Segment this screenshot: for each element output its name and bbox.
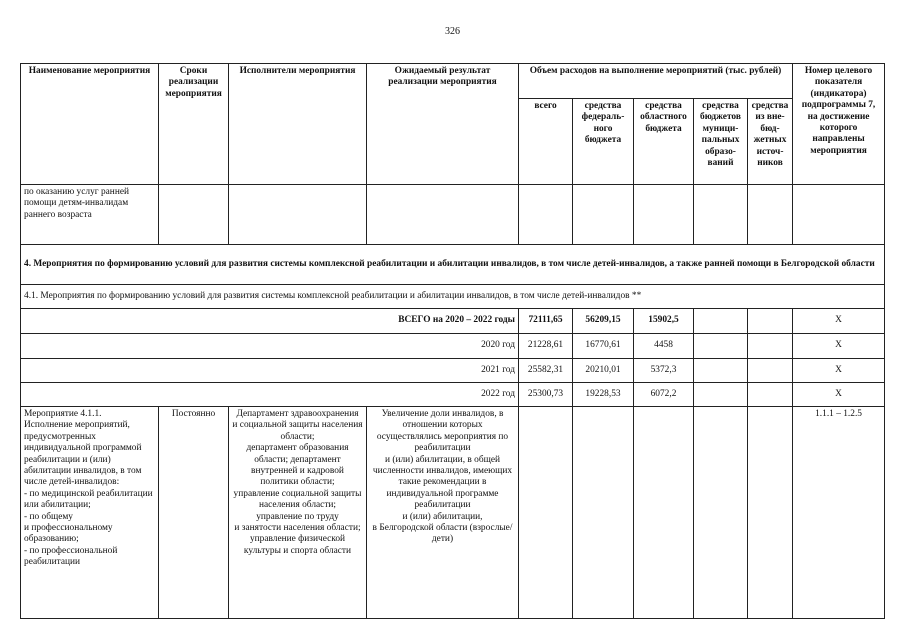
totals-label: ВСЕГО на 2020 – 2022 годы	[21, 309, 519, 334]
subheader-total: всего	[519, 99, 573, 185]
executor-line: Департамент здравоохранения	[236, 409, 359, 419]
measure-term: Постоянно	[159, 407, 229, 619]
header-expense-volume: Объем расходов на выполнение мероприятий (тыс. рублей)	[519, 64, 793, 99]
section-4-heading: 4. Мероприятия по формированию условий для развития системы комплексной реабилитации и абилитации инвалидов, в том числе детей-инвалидов, а также ранней помощи в Белгородской области	[21, 245, 885, 285]
measure-result	[367, 407, 519, 619]
totals-row	[21, 309, 885, 334]
subheader-federal: средства федерального бюджета	[573, 99, 634, 185]
totals-regional: 15902,5	[634, 309, 694, 334]
year-total: 21228,61	[519, 334, 573, 359]
measure-name-line: Исполнение мероприятий, предусмотренных индивидуальной программой реабилитации и (или) абилитации инвалидов, в том числе детей-инвалидов:	[24, 420, 142, 488]
section-4-1-heading: 4.1. Мероприятия по формированию условий для развития системы комплексной реабилитации и абилитации инвалидов, в том числе детей-инвалидов **	[21, 285, 885, 309]
page-number: 326	[445, 26, 460, 37]
header-name: Наименование мероприятия	[21, 64, 159, 185]
year-target: Х	[793, 334, 885, 359]
measure-name	[21, 407, 159, 619]
year-row	[21, 359, 885, 383]
totals-federal: 56209,15	[573, 309, 634, 334]
subheader-municipal: средства бюджетов муниципальных образований	[694, 99, 748, 185]
measure-row	[21, 407, 885, 619]
year-federal: 20210,01	[573, 359, 634, 383]
continued-text: по оказанию услуг ранней помощи детям-инвалидам раннего возраста	[21, 185, 159, 245]
year-row	[21, 383, 885, 407]
executor-line: управление физической культуры и спорта области	[243, 534, 352, 556]
subheader-extrabudget: средства из внебюджетных источников	[748, 99, 793, 185]
totals-total: 72111,65	[519, 309, 573, 334]
measure-name-line: - по общему	[24, 511, 73, 522]
result-line: в Белгородской области (взрослые/дети)	[372, 523, 513, 545]
measure-target: 1.1.1 – 1.2.5	[793, 407, 885, 619]
year-federal: 16770,61	[573, 334, 634, 359]
executor-line: департамент образования области; департамент внутренней и кадровой политики области;	[246, 443, 349, 488]
continued-row	[21, 185, 885, 245]
year-regional: 5372,3	[634, 359, 694, 383]
executor-line: и социальной защиты населения области;	[232, 420, 363, 442]
measure-executors	[229, 407, 367, 619]
executor-line: управление социальной защиты населения области;	[233, 488, 362, 511]
year-total: 25300,73	[519, 383, 573, 407]
budget-table	[20, 63, 885, 619]
year-label: 2021 год	[21, 359, 519, 383]
header-executors: Исполнители мероприятия	[229, 64, 367, 185]
year-label: 2020 год	[21, 334, 519, 359]
result-line: Увеличение доли инвалидов, в отношении которых осуществлялись мероприятия по реабилитации	[376, 409, 509, 454]
measure-name-line: - по медицинской реабилитации	[24, 488, 153, 499]
totals-target: Х	[793, 309, 885, 334]
measure-name-line: и профессиональному образованию;	[24, 523, 113, 545]
year-federal: 19228,53	[573, 383, 634, 407]
year-row	[21, 334, 885, 359]
year-regional: 6072,2	[634, 383, 694, 407]
year-label: 2022 год	[21, 383, 519, 407]
year-target: Х	[793, 359, 885, 383]
year-regional: 4458	[634, 334, 694, 359]
year-target: Х	[793, 383, 885, 407]
result-line: и (или) абилитации,	[402, 511, 483, 522]
header-terms: Сроки реализации мероприятия	[159, 64, 229, 185]
year-total: 25582,31	[519, 359, 573, 383]
header-expected-result: Ожидаемый результат реализации мероприятия	[367, 64, 519, 185]
measure-name-line: - по профессиональной реабилитации	[24, 545, 118, 568]
subheader-regional: средства областного бюджета	[634, 99, 694, 185]
executor-line: управление по труду	[256, 511, 339, 522]
executor-line: и занятости населения области;	[234, 523, 361, 534]
measure-name-line: Мероприятие 4.1.1.	[24, 409, 102, 419]
header-target-indicator: Номер целевого показателя (индикатора) подпрограммы 7, на достижение которого направлены мероприятия	[793, 64, 885, 185]
result-line: и (или) абилитации, в общей численности инвалидов, имеющих такие рекомендации в индивидуальной программе реабилитации	[372, 454, 513, 511]
measure-name-line: или абилитации;	[24, 500, 91, 511]
